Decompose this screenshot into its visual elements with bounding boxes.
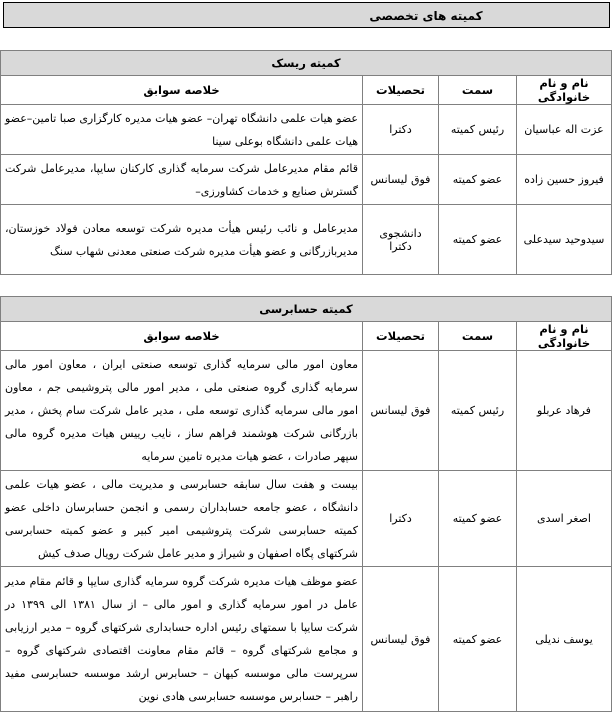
member-name: اصغر اسدی bbox=[517, 471, 612, 567]
column-header-role: سمت bbox=[439, 322, 517, 351]
member-name: فرهاد عربلو bbox=[517, 351, 612, 471]
member-name: سیدوحید سیدعلی bbox=[517, 205, 612, 275]
page-title bbox=[3, 2, 610, 28]
member-background: معاون امور مالی سرمایه گذاری توسعه صنعتی ایران ، معاون امور مالی سرمایه گذاری گروه صنعتی ملی ، مدیر امور مالی پتروشیمی جم ، معاون امور مالی سرمایه گذاری توسعه ملی ، مدیر عامل شرکت سام پخش ، مدیر بازرگانی شرکت هوشمند فراهم ساز ، نایب رییس هیات مدیره گروه مالی سپهر صادرات ، عضو هیات مدیره تامین سرمایه bbox=[1, 351, 363, 471]
column-header-name: نام و نام خانوادگی bbox=[517, 76, 612, 105]
member-education: فوق لیسانس bbox=[363, 351, 439, 471]
audit-committee-title: کمیته حسابرسی bbox=[1, 297, 612, 322]
member-role: عضو کمیته bbox=[439, 471, 517, 567]
member-role: عضو کمیته bbox=[439, 567, 517, 712]
risk-committee-table bbox=[0, 50, 612, 275]
table-row bbox=[1, 567, 612, 712]
table-row bbox=[1, 105, 612, 155]
table-row bbox=[1, 351, 612, 471]
risk-committee-title: کمیته ریسک bbox=[1, 51, 612, 76]
table-row bbox=[1, 205, 612, 275]
member-role: عضو کمیته bbox=[439, 155, 517, 205]
member-education: دکترا bbox=[363, 105, 439, 155]
member-name: عزت اله عباسیان bbox=[517, 105, 612, 155]
table-row bbox=[1, 471, 612, 567]
table-row bbox=[1, 155, 612, 205]
member-background: عضو موظف هیات مدیره شرکت گروه سرمایه گذاری سایپا و قائم مقام مدیر عامل در امور سرمایه گذاری و امور مالی – از سال ۱۳۸۱ الی ۱۳۹۹ در شرکت سایپا با سمتهای رئیس اداره حسابداری شرکتهای گروه – مدیر ارزیابی و مجامع شرکتهای گروه – قائم مقام معاونت اقتصادی شرکتهای گروه – سرپرست مالی موسسه کیهان – حسابرس ارشد موسسه حسابرسی مفید راهبر – حسابرس موسسه حسابرسی هادی نوین bbox=[1, 567, 363, 712]
column-header-education: تحصیلات bbox=[363, 322, 439, 351]
column-header-role: سمت bbox=[439, 76, 517, 105]
page-title-text: کمیته های تخصصی bbox=[369, 9, 483, 23]
column-header-background: خلاصه سوابق bbox=[1, 76, 363, 105]
member-background: بیست و هفت سال سابقه حسابرسی و مدیریت مالی ، عضو هیات علمی دانشگاه ، عضو جامعه حسابداران رسمی و انجمن حسابرسان داخلی عضو کمیته حسابرسی شرکت پتروشیمی امیر کبیر و عضو کمیته حسابرسی شرکتهای پگاه اصفهان و شیراز و مدیر عامل شرکت رویال صدف کیش bbox=[1, 471, 363, 567]
member-role: رئیس کمیته bbox=[439, 105, 517, 155]
member-education: فوق لیسانس bbox=[363, 567, 439, 712]
member-background: عضو هیات علمی دانشگاه تهران– عضو هیات مدیره کارگزاری صبا تامین–عضو هیات علمی دانشگاه بوعلی سینا bbox=[1, 105, 363, 155]
member-education: دکترا bbox=[363, 471, 439, 567]
member-role: عضو کمیته bbox=[439, 205, 517, 275]
member-role: رئیس کمیته bbox=[439, 351, 517, 471]
member-name: یوسف ندیلی bbox=[517, 567, 612, 712]
member-name: فیروز حسین زاده bbox=[517, 155, 612, 205]
member-background: قائم مقام مدیرعامل شرکت سرمایه گذاری کارکنان سایپا، مدیرعامل شرکت گسترش صنایع و خدمات کشاورزی– bbox=[1, 155, 363, 205]
audit-committee-table bbox=[0, 296, 612, 712]
member-background: مدیرعامل و نائب رئیس هیأت مدیره شرکت توسعه معادن فولاد خوزستان، مدیربازرگانی و عضو هیأت مدیره شرکت صنعتی معدنی شهاب سنگ bbox=[1, 205, 363, 275]
column-header-education: تحصیلات bbox=[363, 76, 439, 105]
member-education: دانشجوی دکترا bbox=[363, 205, 439, 275]
column-header-background: خلاصه سوابق bbox=[1, 322, 363, 351]
column-header-name: نام و نام خانوادگی bbox=[517, 322, 612, 351]
member-education: فوق لیسانس bbox=[363, 155, 439, 205]
